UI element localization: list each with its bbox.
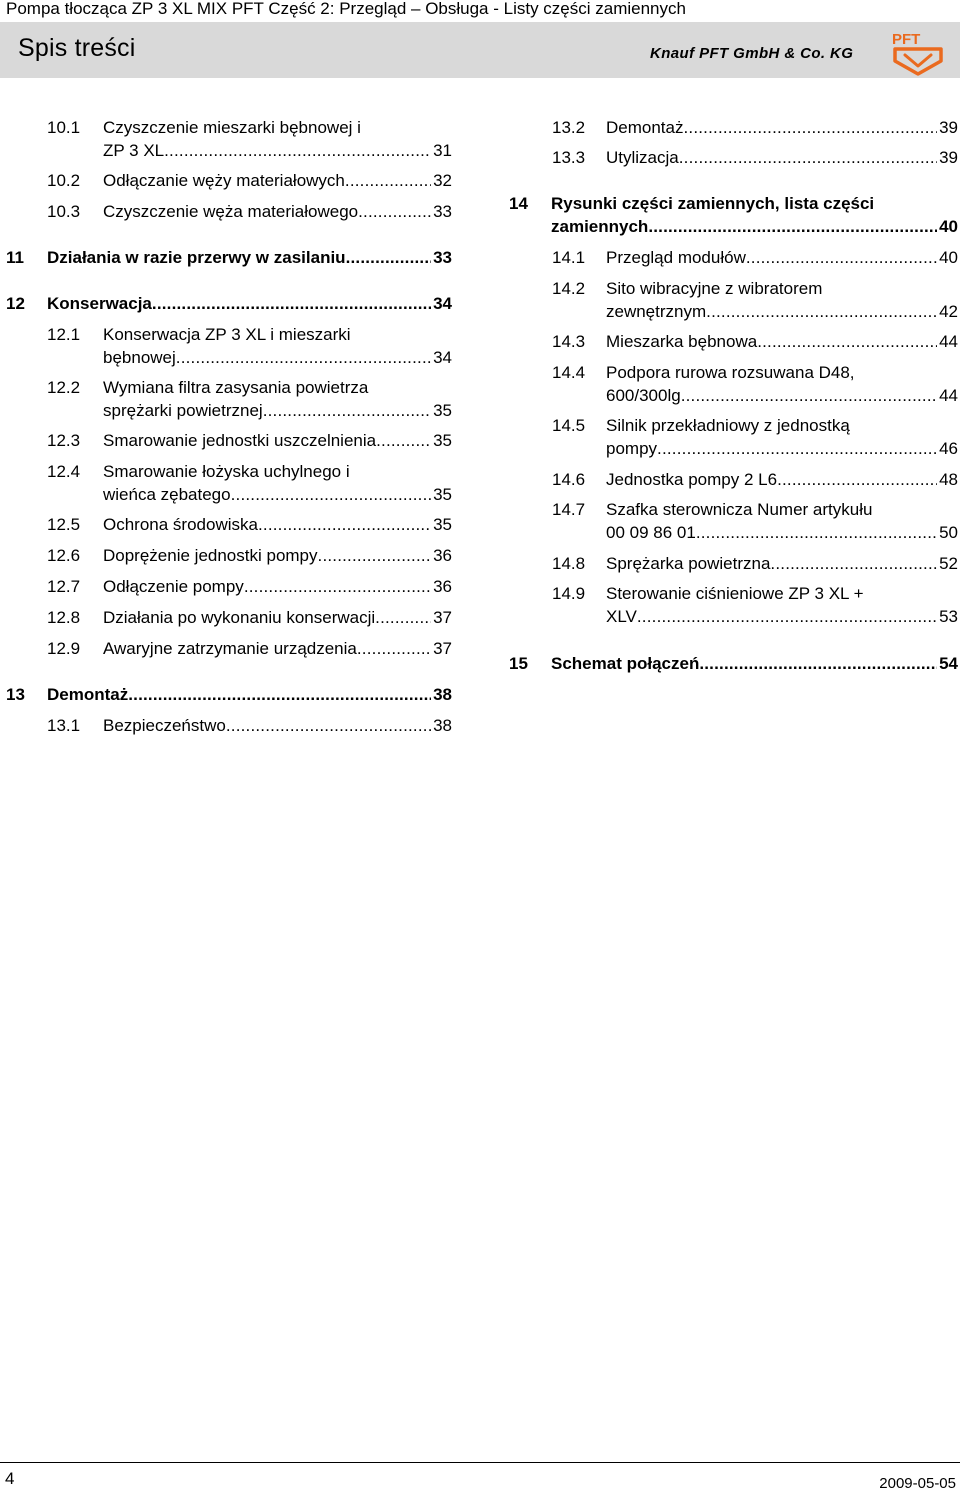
document-title: Pompa tłocząca ZP 3 XL MIX PFT Część 2: Przegląd – Obsługa - Listy części zamiennych	[6, 0, 686, 18]
toc-entry-title: Podpora rurowa rozsuwana D48,	[606, 363, 855, 382]
toc-entry-title: Rysunki części zamiennych, lista części	[551, 194, 875, 213]
toc-entry-number: 14.7	[552, 500, 586, 519]
toc-entry-title: Silnik przekładniowy z jednostką	[606, 416, 850, 435]
toc-entry-title: Smarowanie jednostki uszczelnienia	[103, 431, 377, 450]
company-name: Knauf PFT GmbH & Co. KG	[650, 45, 854, 62]
toc-entry-number: 11	[6, 248, 24, 267]
toc-entry-number: 12.7	[47, 577, 81, 596]
toc-entry-title: Sterowanie ciśnieniowe ZP 3 XL +	[606, 584, 864, 603]
toc-entry-title: Schemat połączeń	[551, 654, 700, 673]
toc-entry-page: 48	[939, 470, 958, 489]
svg-text:PFT: PFT	[892, 31, 921, 48]
toc-entry-page: 53	[939, 607, 958, 626]
toc-entry-page: 46	[939, 439, 958, 458]
toc-entry-number: 14.9	[552, 584, 586, 603]
toc-entry-page: 50	[939, 523, 958, 542]
toc-entry-title: Sito wibracyjne z wibratorem	[606, 279, 823, 298]
toc-entry-title: Jednostka pompy 2 L6	[606, 470, 778, 489]
toc-entry-title: Bezpieczeństwo	[103, 716, 226, 735]
toc-entry-number: 13.1	[47, 716, 81, 735]
toc-entry-title: Sprężarka powietrzna	[606, 554, 771, 573]
toc-entry-title: Czyszczenie mieszarki bębnowej i	[103, 118, 361, 137]
toc-entry-title: 600/300lg	[606, 386, 681, 405]
toc-entry-title: Utylizacja	[606, 148, 679, 167]
toc-entry-number: 15	[509, 654, 528, 673]
toc-entry-page: 39	[939, 118, 958, 137]
toc-entry-title: Odłączanie węży materiałowych	[103, 171, 345, 190]
toc-entry-title: wieńca zębatego	[103, 485, 231, 504]
toc-entry-number: 13.3	[552, 148, 586, 167]
toc-entry-number: 12	[6, 294, 25, 313]
toc-entry-page: 36	[433, 577, 452, 596]
page-header	[0, 22, 960, 78]
toc-entry-number: 14.6	[552, 470, 586, 489]
toc-entry-page: 35	[433, 515, 452, 534]
toc-entry-number: 13	[6, 685, 25, 704]
toc-entry-number: 14.4	[552, 363, 586, 382]
toc-entry-page: 33	[433, 202, 452, 221]
toc-entry-page: 44	[939, 386, 958, 405]
toc-entry-title: 00 09 86 01	[606, 523, 696, 542]
toc-entry-title: Demontaż	[606, 118, 684, 137]
toc-entry-title: Przegląd modułów	[606, 248, 746, 267]
toc-entry-title: Działania po wykonaniu konserwacji	[103, 608, 376, 627]
toc-entry-title: Konserwacja	[47, 294, 152, 313]
toc-entry-number: 14.1	[552, 248, 586, 267]
toc-entry-title: pompy	[606, 439, 658, 458]
section-title: Spis treści	[18, 34, 136, 62]
toc-entry-title: Konserwacja ZP 3 XL i mieszarki	[103, 325, 351, 344]
toc-entry-page: 33	[433, 248, 452, 267]
toc-entry-page: 36	[433, 546, 452, 565]
toc-entry-page: 34	[433, 294, 452, 313]
toc-entry-page: 38	[433, 685, 452, 704]
toc-entry-number: 12.5	[47, 515, 81, 534]
pft-logo	[891, 30, 945, 76]
toc-entry-title: sprężarki powietrznej	[103, 401, 263, 420]
toc-entry-number: 12.6	[47, 546, 81, 565]
footer-divider	[0, 1462, 960, 1463]
toc-entry-title: zewnętrznym	[606, 302, 707, 321]
toc-entry-page: 34	[433, 348, 452, 367]
toc-entry-number: 13.2	[552, 118, 586, 137]
toc-entry-number: 14.8	[552, 554, 586, 573]
toc-entry-title: ZP 3 XL	[103, 141, 165, 160]
toc-entry-number: 10.2	[47, 171, 81, 190]
toc-entry-title: zamiennych	[551, 217, 649, 236]
toc-entry-title: Szafka sterownicza Numer artykułu	[606, 500, 873, 519]
toc-entry-number: 14.5	[552, 416, 586, 435]
toc-entry-number: 12.4	[47, 462, 81, 481]
toc-entry-number: 12.1	[47, 325, 81, 344]
toc-entry-page: 38	[433, 716, 452, 735]
page-number: 4	[5, 1469, 15, 1488]
toc-entry-number: 14.3	[552, 332, 586, 351]
toc-entry-page: 42	[939, 302, 958, 321]
toc-entry-title: Doprężenie jednostki pompy	[103, 546, 318, 565]
toc-entry-number: 12.3	[47, 431, 81, 450]
toc-entry-title: Mieszarka bębnowa	[606, 332, 758, 351]
toc-entry-page: 32	[433, 171, 452, 190]
toc-entry-page: 40	[939, 217, 958, 236]
toc-entry-title: Czyszczenie węża materiałowego	[103, 202, 359, 221]
toc-entry-page: 40	[939, 248, 958, 267]
toc-entry-page: 54	[939, 654, 958, 673]
toc-entry-page: 31	[433, 141, 452, 160]
toc-entry-number: 14.2	[552, 279, 586, 298]
toc-entry-number: 10.3	[47, 202, 81, 221]
toc-entry-title: Działania w razie przerwy w zasilaniu	[47, 248, 346, 267]
toc-entry-page: 39	[939, 148, 958, 167]
toc-entry-title: Ochrona środowiska	[103, 515, 258, 534]
toc-entry-title: Awaryjne zatrzymanie urządzenia	[103, 639, 357, 658]
toc-entry-number: 12.2	[47, 378, 81, 397]
toc-entry-title: Wymiana filtra zasysania powietrza	[103, 378, 369, 397]
toc-entry-page: 44	[939, 332, 958, 351]
toc-entry-title: Demontaż	[47, 685, 129, 704]
toc-entry-page: 35	[433, 485, 452, 504]
toc-entry-title: XLV	[606, 607, 637, 626]
toc-entry-page: 35	[433, 431, 452, 450]
footer-date: 2009-05-05	[879, 1475, 956, 1492]
toc-entry-number: 12.9	[47, 639, 81, 658]
toc-entry-page: 37	[433, 608, 452, 627]
toc-entry-page: 37	[433, 639, 452, 658]
toc-entry-title: Odłączenie pompy	[103, 577, 244, 596]
toc-entry-number: 12.8	[47, 608, 81, 627]
toc-entry-number: 10.1	[47, 118, 81, 137]
toc-entry-title: Smarowanie łożyska uchylnego i	[103, 462, 350, 481]
toc-entry-title: bębnowej	[103, 348, 176, 367]
toc-entry-number: 14	[509, 194, 528, 213]
toc-entry-page: 35	[433, 401, 452, 420]
toc-entry-page: 52	[939, 554, 958, 573]
